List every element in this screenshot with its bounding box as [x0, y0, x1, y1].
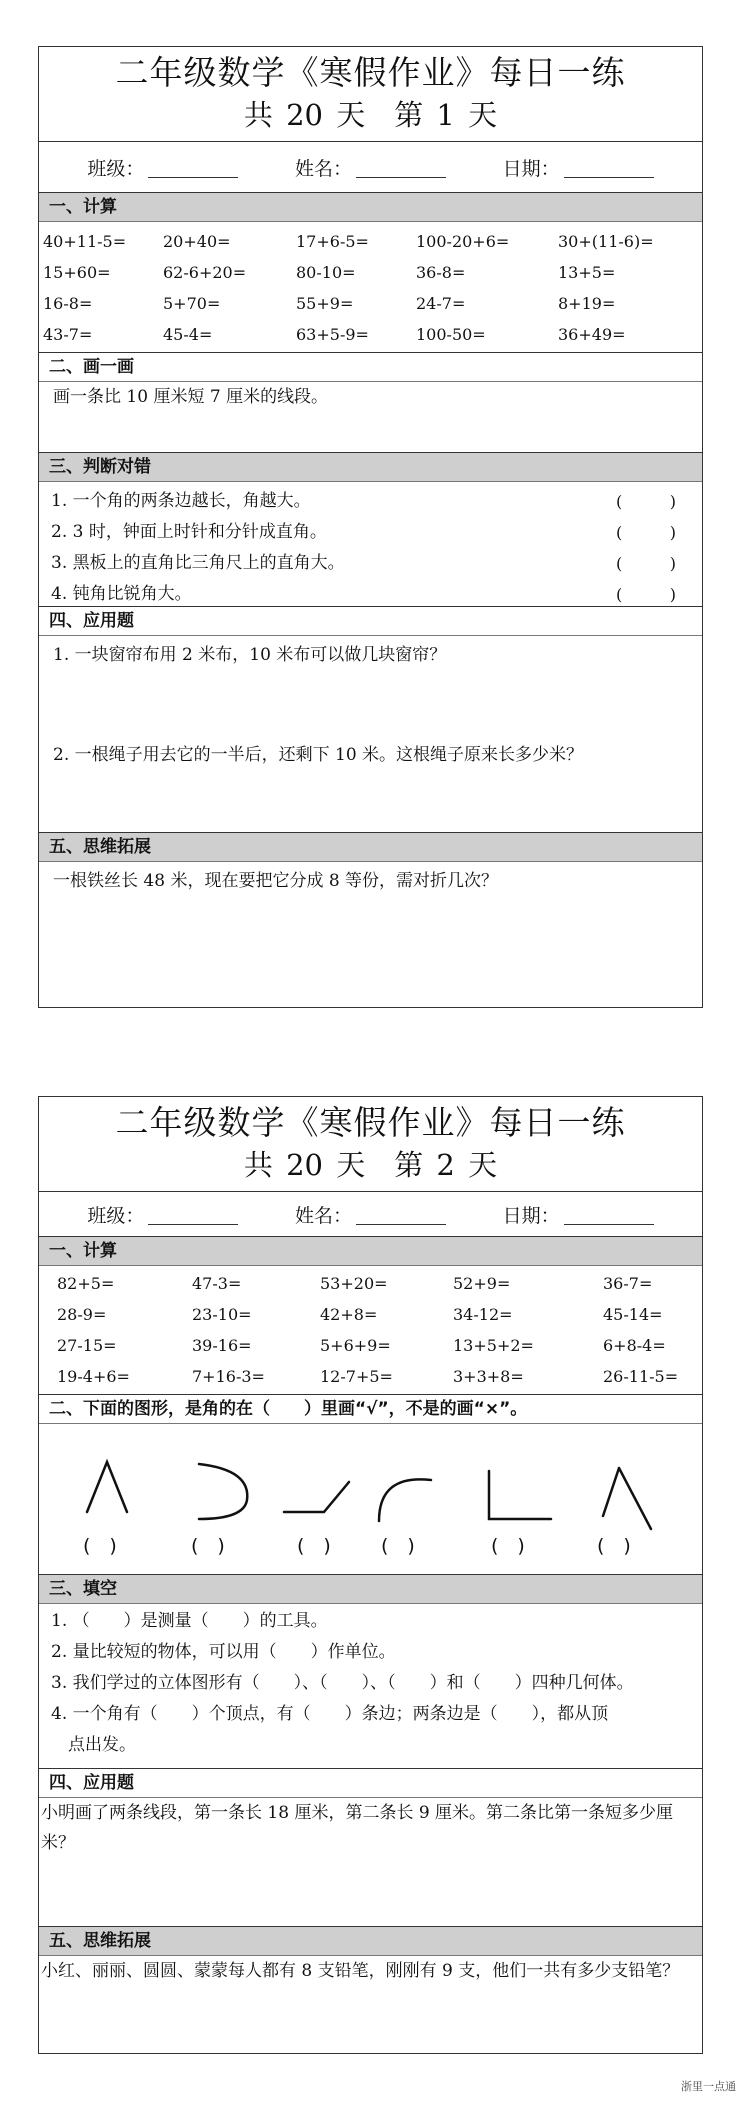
student-info-row	[39, 142, 702, 192]
worksheet-title: 二年级数学《寒假作业》每日一练	[115, 53, 626, 92]
true-false-item	[39, 517, 702, 548]
calc-item: 45-4=	[163, 325, 213, 344]
calc-item: 27-15=	[57, 1336, 117, 1355]
calc-item: 24-7=	[416, 294, 466, 313]
true-false-item	[39, 548, 702, 579]
statement-text: 4. 钝角比锐角大。	[51, 584, 192, 604]
word-problem: 小明画了两条线段，第一条长 18 厘米，第二条长 9 厘米。第二条比第一条短多少厘米？	[41, 1803, 674, 1853]
title-block	[39, 1097, 702, 1192]
calc-item: 6+8-4=	[603, 1336, 666, 1355]
section-calculation-heading: 一、计算	[39, 1236, 702, 1266]
calc-item: 40+11-5=	[43, 232, 127, 251]
calc-item: 45-14=	[603, 1305, 663, 1324]
word-problem-1: 1. 一块窗帘布用 2 米布，10 米布可以做几块窗帘？	[53, 645, 447, 665]
student-info-row	[39, 1192, 702, 1236]
answer-paren[interactable]: ( )	[616, 523, 676, 542]
calc-item: 36-7=	[603, 1274, 653, 1293]
draw-instruction: 画一条比 10 厘米短 7 厘米的线段。	[53, 387, 329, 407]
calculation-grid	[39, 1266, 702, 1394]
statement-text: 1. 一个角的两条边越长，角越大。	[51, 491, 311, 511]
true-false-list	[39, 482, 702, 606]
calc-item: 47-3=	[192, 1274, 242, 1293]
worksheet-day-1	[38, 46, 703, 1008]
answer-paren[interactable]: ( )	[616, 554, 676, 573]
figure-angle-1	[87, 1462, 127, 1512]
name-field[interactable]: 姓名：	[295, 1201, 446, 1228]
answer-paren-6[interactable]: ( )	[597, 1535, 631, 1557]
angle-figures-row	[39, 1424, 702, 1574]
calc-item: 26-11-5=	[603, 1367, 679, 1386]
figure-angle-6	[603, 1468, 651, 1529]
day-subtitle: 共 20 天 第 1 天	[243, 98, 498, 132]
thinking-problem: 小红、丽丽、圆圆、蒙蒙每人都有 8 支铅笔，刚刚有 9 支，他们一共有多少支铅笔？	[41, 1961, 680, 1981]
statement-text: 2. 3 时，钟面上时针和分针成直角。	[51, 522, 327, 542]
calc-item: 5+70=	[163, 294, 221, 313]
figure-arc-4	[379, 1479, 431, 1521]
fill-blank-item: 4. 一个角有（ ）个顶点，有（ ）条边；两条边是（ ），都从顶	[51, 1704, 609, 1724]
calc-item: 55+9=	[296, 294, 354, 313]
section-word-problems-heading: 四、应用题	[39, 606, 702, 636]
calc-item: 3+3+8=	[453, 1367, 524, 1386]
answer-paren-5[interactable]: ( )	[491, 1535, 525, 1557]
statement-text: 3. 黑板上的直角比三角尺上的直角大。	[51, 553, 345, 573]
calc-item: 34-12=	[453, 1305, 513, 1324]
section-true-false-heading: 三、判断对错	[39, 452, 702, 482]
answer-paren-2[interactable]: ( )	[191, 1535, 225, 1557]
section-calculation-heading: 一、计算	[39, 192, 702, 222]
section-word-problems-heading: 四、应用题	[39, 1768, 702, 1798]
answer-paren-3[interactable]: ( )	[297, 1535, 331, 1557]
section-draw-heading: 二、画一画	[39, 352, 702, 382]
calc-item: 80-10=	[296, 263, 356, 282]
class-field[interactable]: 班级：	[87, 154, 238, 181]
word-problem-2: 2. 一根绳子用去它的一半后，还剩下 10 米。这根绳子原来长多少米？	[53, 745, 584, 765]
calc-item: 16-8=	[43, 294, 93, 313]
calculation-grid	[39, 222, 702, 352]
calc-item: 100-20+6=	[416, 232, 510, 251]
calc-item: 5+6+9=	[320, 1336, 391, 1355]
date-field[interactable]: 日期：	[503, 154, 654, 181]
calc-item: 20+40=	[163, 232, 231, 251]
section-angle-heading: 二、下面的图形，是角的在（ ）里画“√”，不是的画“×”。	[39, 1394, 702, 1424]
calc-item: 36+49=	[558, 325, 626, 344]
worksheet-title: 二年级数学《寒假作业》每日一练	[115, 1103, 626, 1142]
fill-blank-item: 1. （ ）是测量（ ）的工具。	[51, 1611, 328, 1631]
section-fill-blank-heading: 三、填空	[39, 1574, 702, 1604]
calc-item: 43-7=	[43, 325, 93, 344]
class-field[interactable]: 班级：	[87, 1201, 238, 1228]
calc-item: 63+5-9=	[296, 325, 369, 344]
fill-blank-item: 3. 我们学过的立体图形有（ ）、（ ）、（ ）和（ ）四种几何体。	[51, 1673, 634, 1693]
thinking-problem: 一根铁丝长 48 米，现在要把它分成 8 等份，需对折几次？	[53, 871, 499, 891]
calc-item: 39-16=	[192, 1336, 252, 1355]
day-subtitle: 共 20 天 第 2 天	[243, 1148, 498, 1182]
answer-paren[interactable]: ( )	[616, 492, 676, 511]
title-block	[39, 47, 702, 142]
section-thinking-heading: 五、思维拓展	[39, 832, 702, 862]
fill-blank-item: 点出发。	[51, 1735, 136, 1755]
calc-item: 13+5=	[558, 263, 616, 282]
calc-item: 12-7+5=	[320, 1367, 393, 1386]
calc-item: 28-9=	[57, 1305, 107, 1324]
fill-blank-list	[39, 1604, 702, 1768]
calc-item: 23-10=	[192, 1305, 252, 1324]
calc-item: 30+(11-6)=	[558, 232, 654, 251]
answer-paren[interactable]: ( )	[616, 585, 676, 604]
name-field[interactable]: 姓名：	[295, 154, 446, 181]
calc-item: 100-50=	[416, 325, 486, 344]
calc-item: 13+5+2=	[453, 1336, 534, 1355]
calc-item: 52+9=	[453, 1274, 511, 1293]
calc-item: 42+8=	[320, 1305, 378, 1324]
calc-item: 15+60=	[43, 263, 111, 282]
calc-item: 36-8=	[416, 263, 466, 282]
figure-curve-2	[199, 1464, 247, 1519]
calc-item: 17+6-5=	[296, 232, 369, 251]
fill-blank-item: 2. 量比较短的物体，可以用（ ）作单位。	[51, 1642, 396, 1662]
footer-credit: 浙里一点通	[681, 2080, 736, 2093]
worksheet-day-2	[38, 1096, 703, 2054]
figure-bent-line-3	[284, 1482, 349, 1512]
calc-item: 62-6+20=	[163, 263, 247, 282]
figure-angle-5	[489, 1471, 551, 1519]
answer-paren-1[interactable]: ( )	[83, 1535, 117, 1557]
section-thinking-heading: 五、思维拓展	[39, 1926, 702, 1956]
answer-paren-4[interactable]: ( )	[381, 1535, 415, 1557]
calc-item: 7+16-3=	[192, 1367, 265, 1386]
calc-item: 19-4+6=	[57, 1367, 130, 1386]
calc-item: 82+5=	[57, 1274, 115, 1293]
calc-item: 8+19=	[558, 294, 616, 313]
date-field[interactable]: 日期：	[503, 1201, 654, 1228]
true-false-item	[39, 486, 702, 517]
calc-item: 53+20=	[320, 1274, 388, 1293]
